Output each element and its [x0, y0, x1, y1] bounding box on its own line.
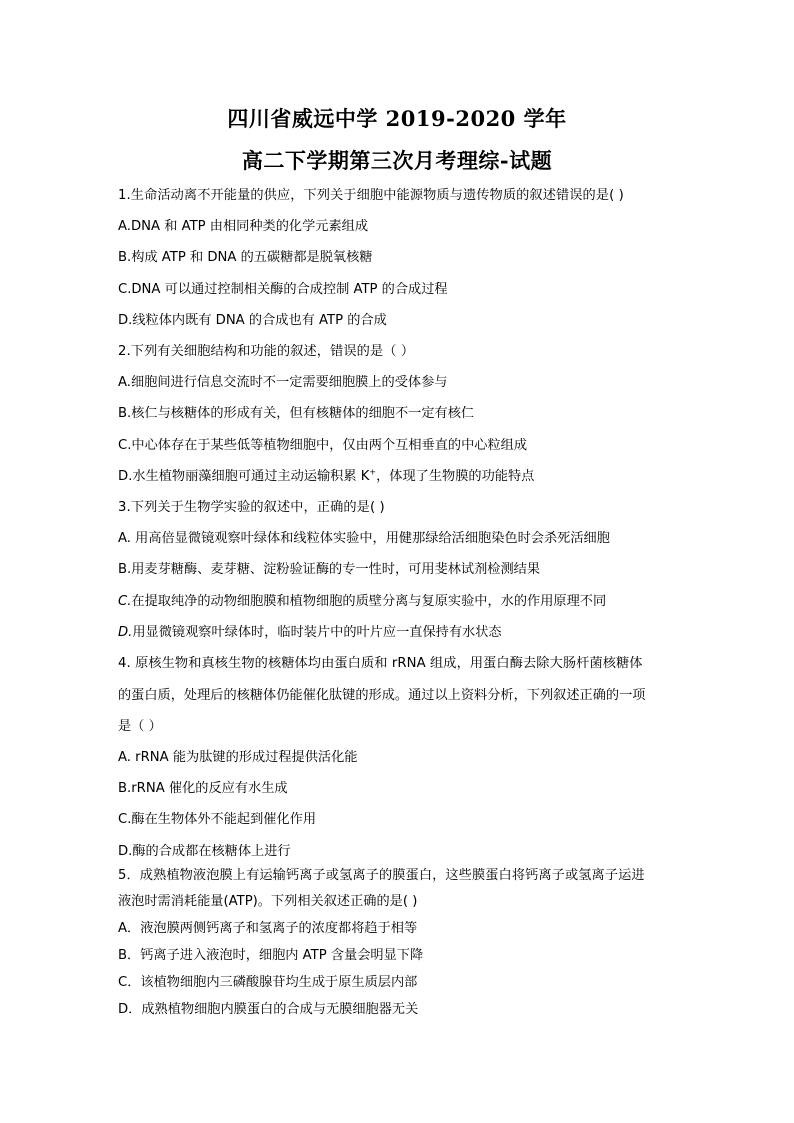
q5-option-a: A．液泡膜两侧钙离子和氢离子的浓度都将趋于相等	[118, 921, 418, 936]
q2-option-a: A.细胞间进行信息交流时不一定需要细胞膜上的受体参与	[118, 375, 448, 390]
question-2: 2.下列有关细胞结构和功能的叙述，错误的是（ ）	[118, 344, 415, 359]
q3-option-a: A. 用高倍显微镜观察叶绿体和线粒体实验中，用健那绿给活细胞染色时会杀死活细胞	[118, 531, 610, 546]
q2-option-d	[118, 467, 678, 487]
question-5-line-2: 液泡时需消耗能量(ATP)。下列相关叙述正确的是( )	[118, 894, 418, 909]
document-title: 四川省威远中学 2019-2020 学年	[227, 106, 567, 131]
question-1: 1.生命活动离不开能量的供应，下列关于细胞中能源物质与遗传物质的叙述错误的是( )	[118, 188, 624, 203]
q1-option-b: B.构成 ATP 和 DNA 的五碳糖都是脱氧核糖	[118, 250, 373, 265]
question-4-line-3: 是（ ）	[118, 719, 162, 734]
q1-option-d: D.线粒体内既有 DNA 的合成也有 ATP 的合成	[118, 313, 387, 328]
q4-option-d: D.酶的合成都在核糖体上进行	[118, 844, 291, 859]
question-5-line-1: 5．成熟植物液泡膜上有运输钙离子或氢离子的膜蛋白，这些膜蛋白将钙离子或氢离子运进	[118, 868, 645, 883]
q3-option-c-text: 在提取纯净的动物细胞膜和植物细胞的质壁分离与复原实验中，水的作用原理不同	[131, 594, 607, 609]
q5-option-b: B．钙离子进入液泡时，细胞内 ATP 含量会明显下降	[118, 948, 424, 963]
q1-option-c: C.DNA 可以通过控制相关酶的合成控制 ATP 的合成过程	[118, 282, 448, 297]
q2-option-d-text: D.水生植物丽藻细胞可通过主动运输积累 K	[118, 469, 370, 484]
q3-option-d-prefix: D.	[118, 625, 133, 640]
q2-option-b: B.核仁与核糖体的形成有关，但有核糖体的细胞不一定有核仁	[118, 406, 475, 421]
q3-option-b: B.用麦芽糖酶、麦芽糖、淀粉验证酶的专一性时，可用斐林试剂检测结果	[118, 562, 541, 577]
q4-option-a: A. rRNA 能为肽键的形成过程提供活化能	[118, 750, 358, 765]
q2-option-d-tail: ，体现了生物膜的功能特点	[376, 469, 535, 484]
q5-option-c: C．该植物细胞内三磷酸腺苷均生成于原生质层内部	[118, 975, 418, 990]
q1-option-a: A.DNA 和 ATP 由相同种类的化学元素组成	[118, 219, 369, 234]
document-subtitle: 高二下学期第三次月考理综-试题	[241, 148, 553, 173]
q4-option-b: B.rRNA 催化的反应有水生成	[118, 781, 288, 796]
q4-option-c: C.酶在生物体外不能起到催化作用	[118, 812, 317, 827]
q3-option-c-prefix: C.	[118, 594, 132, 609]
k-ion-superscript: +	[369, 467, 377, 477]
q3-option-d	[118, 623, 678, 643]
question-3: 3.下列关于生物学实验的叙述中，正确的是( )	[118, 500, 385, 515]
q2-option-c: C.中心体存在于某些低等植物细胞中，仅由两个互相垂直的中心粒组成	[118, 438, 528, 453]
q3-option-d-text: 用显微镜观察叶绿体时，临时装片中的叶片应一直保持有水状态	[132, 625, 502, 640]
question-4-line-2: 的蛋白质，处理后的核糖体仍能催化肽键的形成。通过以上资料分析，下列叙述正确的一项	[118, 688, 646, 703]
question-4-line-1: 4. 原核生物和真核生物的核糖体均由蛋白质和 rRNA 组成，用蛋白酶去除大肠杆菌核糖体	[118, 656, 643, 671]
q5-option-d: D．成熟植物细胞内膜蛋白的合成与无膜细胞器无关	[118, 1002, 419, 1017]
q3-option-c	[118, 592, 678, 612]
